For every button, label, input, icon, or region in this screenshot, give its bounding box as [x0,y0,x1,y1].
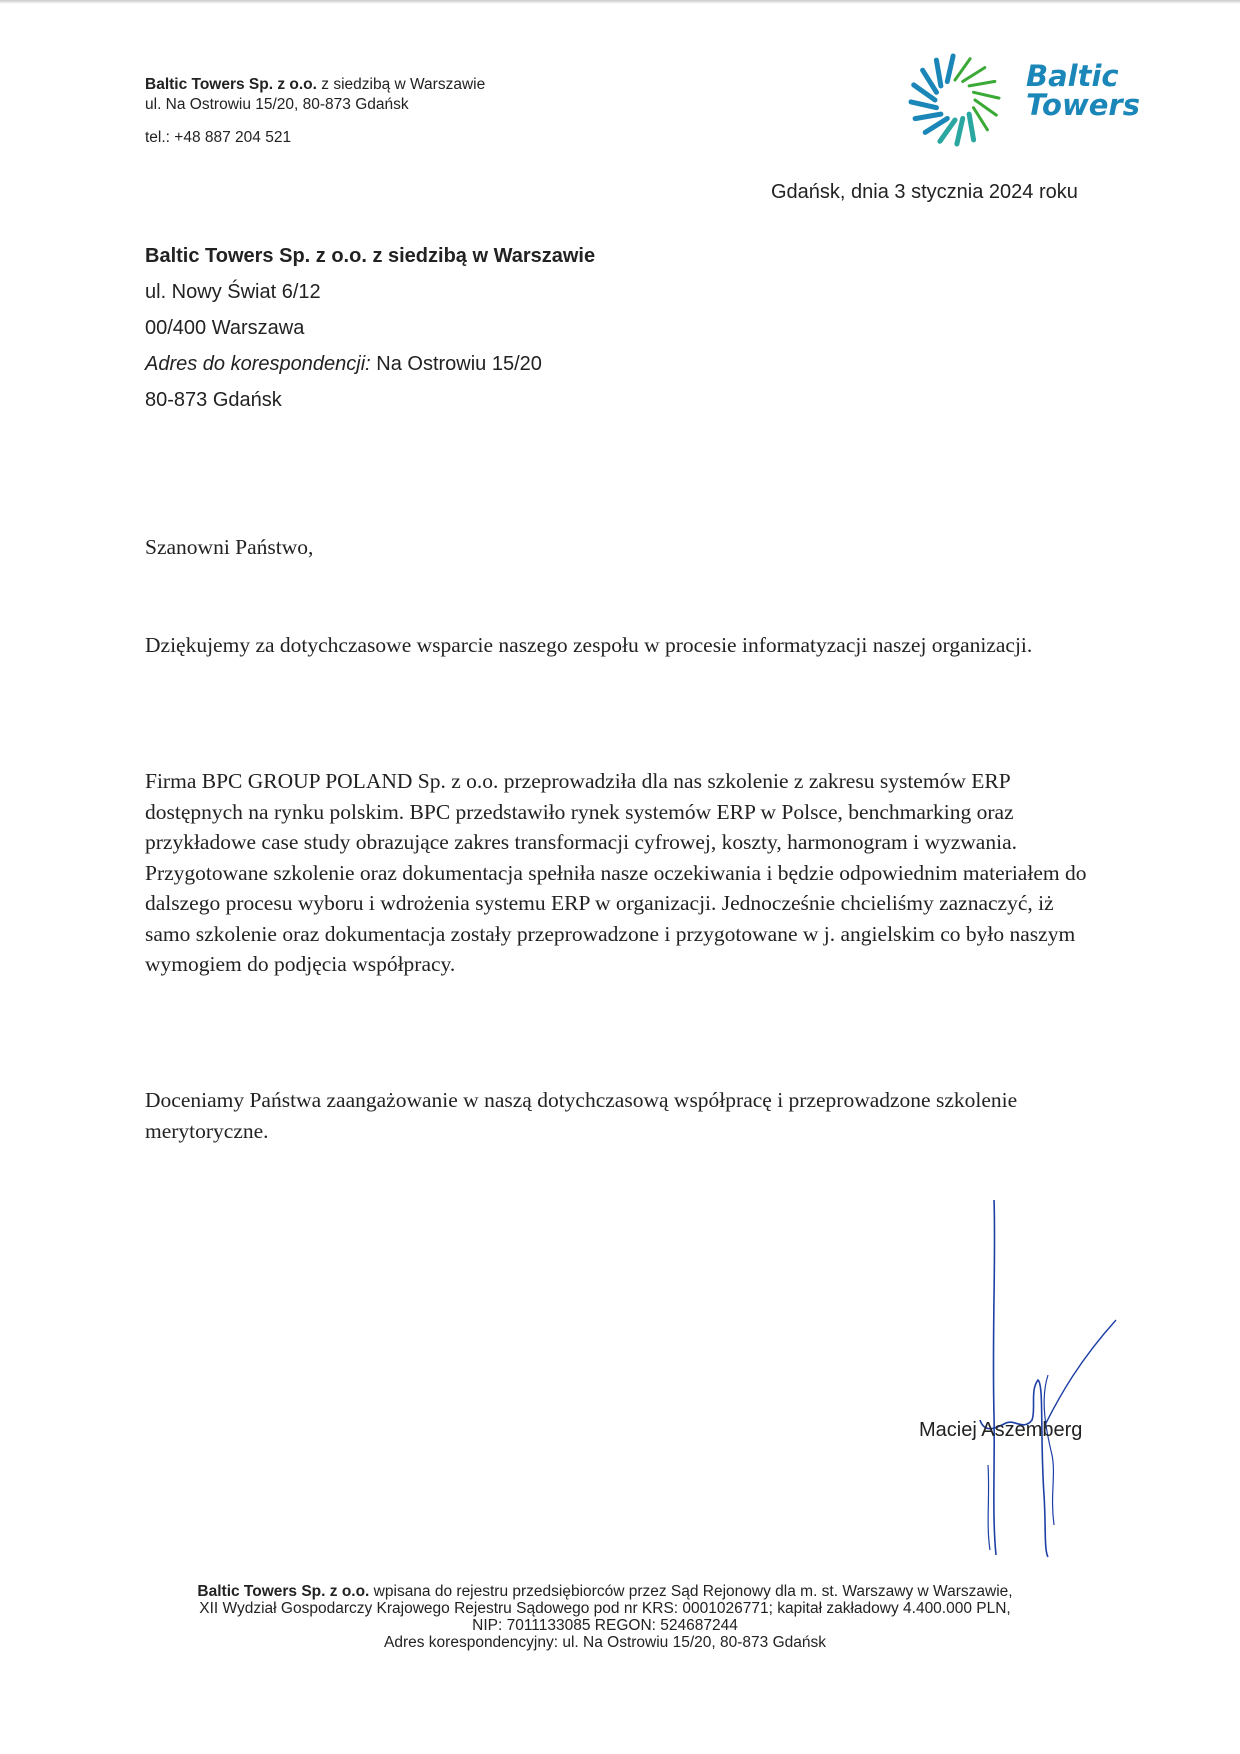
sender-company-name: Baltic Towers Sp. z o.o. [145,76,317,93]
handwritten-signature [940,1195,1140,1560]
scan-edge [0,0,1240,4]
footer-company-name: Baltic Towers Sp. z o.o. [197,1583,370,1600]
logo-swirl-stroke [936,60,941,86]
logo-swirl-stroke [957,119,963,145]
correspondence-label: Adres do korespondencji: [145,353,371,375]
logo-swirl-stroke [969,114,974,140]
correspondence-street: Na Ostrowiu 15/20 [370,353,542,375]
sender-address: ul. Na Ostrowiu 15/20, 80-873 Gdańsk [145,96,409,113]
logo-swirl-stroke [911,102,937,108]
logo-line-1: Baltic [1026,59,1119,93]
logo-swirl-stroke [963,68,985,82]
logo-swirl-stroke [923,70,937,92]
company-logo [900,50,1160,150]
letter-greeting: Szanowni Państwo, [145,535,314,559]
recipient-correspondence [145,346,595,382]
footer-line-4: Adres korespondencyjny: ul. Na Ostrowiu 15/20, 80-873 Gdańsk [384,1634,826,1651]
logo-swirl-stroke [915,114,941,119]
sender-block [145,75,485,148]
footer-line-1 [150,1583,1060,1600]
logo-swirl-stroke [947,56,953,82]
sender-phone: tel.: +48 887 204 521 [145,129,292,146]
letter-date: Gdańsk, dnia 3 stycznia 2024 roku [771,181,1078,203]
recipient-street: ul. Nowy Świat 6/12 [145,281,321,303]
signer-name: Maciej Aszemberg [919,1419,1083,1441]
footer-registry: wpisana do rejestru przedsiębiorców przez Sąd Rejonowy dla m. st. Warszawy w Warszawie, [369,1583,1013,1600]
letter-paragraph-3: Doceniamy Państwa zaangażowanie w naszą dotychczasową współpracę i przeprowadzone szkolenie merytoryczne. [145,1088,1018,1143]
logo-swirl-icon [900,50,1010,150]
logo-swirl-stroke [974,92,1000,98]
recipient-name: Baltic Towers Sp. z o.o. z siedzibą w Warszawie [145,245,596,267]
letter-paragraph-2: Firma BPC GROUP POLAND Sp. z o.o. przeprowadziła dla nas szkolenie z zakresu systemów ERP dostępnych na rynku polskim. BPC przedstawiło rynek systemów ERP w Polsce, benchmarking oraz przykładowe case study obrazujące zakres transformacji cyfrowej, koszty, harmonogram i wyzwania. Przygotowane szkolenie oraz dokumentacja spełniła nasze oczekiwania i będzie odpowiednim materiałem do dalszego procesu wyboru i wdrożenia systemu ERP w organizacji. Jednocześnie chcieliśmy zaznaczyć, iż samo szkolenie oraz dokumentacja zostały przeprowadzone i przygotowane w j. angielskim co było naszym wymogiem do podjęcia współpracy. [145,769,1087,976]
recipient-city: 00/400 Warszawa [145,317,305,339]
recipient-block [145,238,595,418]
sender-company [145,75,485,95]
logo-line-2: Towers [1026,88,1140,122]
logo-wordmark [1026,59,1140,122]
logo-swirl-stroke [925,119,947,133]
footer-line-3: NIP: 7011133085 REGON: 524687244 [472,1617,738,1634]
footer-line-2: XII Wydział Gospodarczy Krajowego Rejestru Sądowego pod nr KRS: 0001026771; kapitał zakładowy 4.400.000 PLN, [199,1600,1011,1617]
correspondence-city: 80-873 Gdańsk [145,389,282,411]
letter-paragraph-1: Dziękujemy za dotychczasowe wsparcie naszego zespołu w procesie informatyzacji naszej organizacji. [145,633,1033,657]
company-footer [150,1583,1060,1651]
sender-company-seat: z siedzibą w Warszawie [316,76,486,93]
logo-swirl-stroke [974,108,988,130]
logo-swirl-stroke [969,81,995,86]
